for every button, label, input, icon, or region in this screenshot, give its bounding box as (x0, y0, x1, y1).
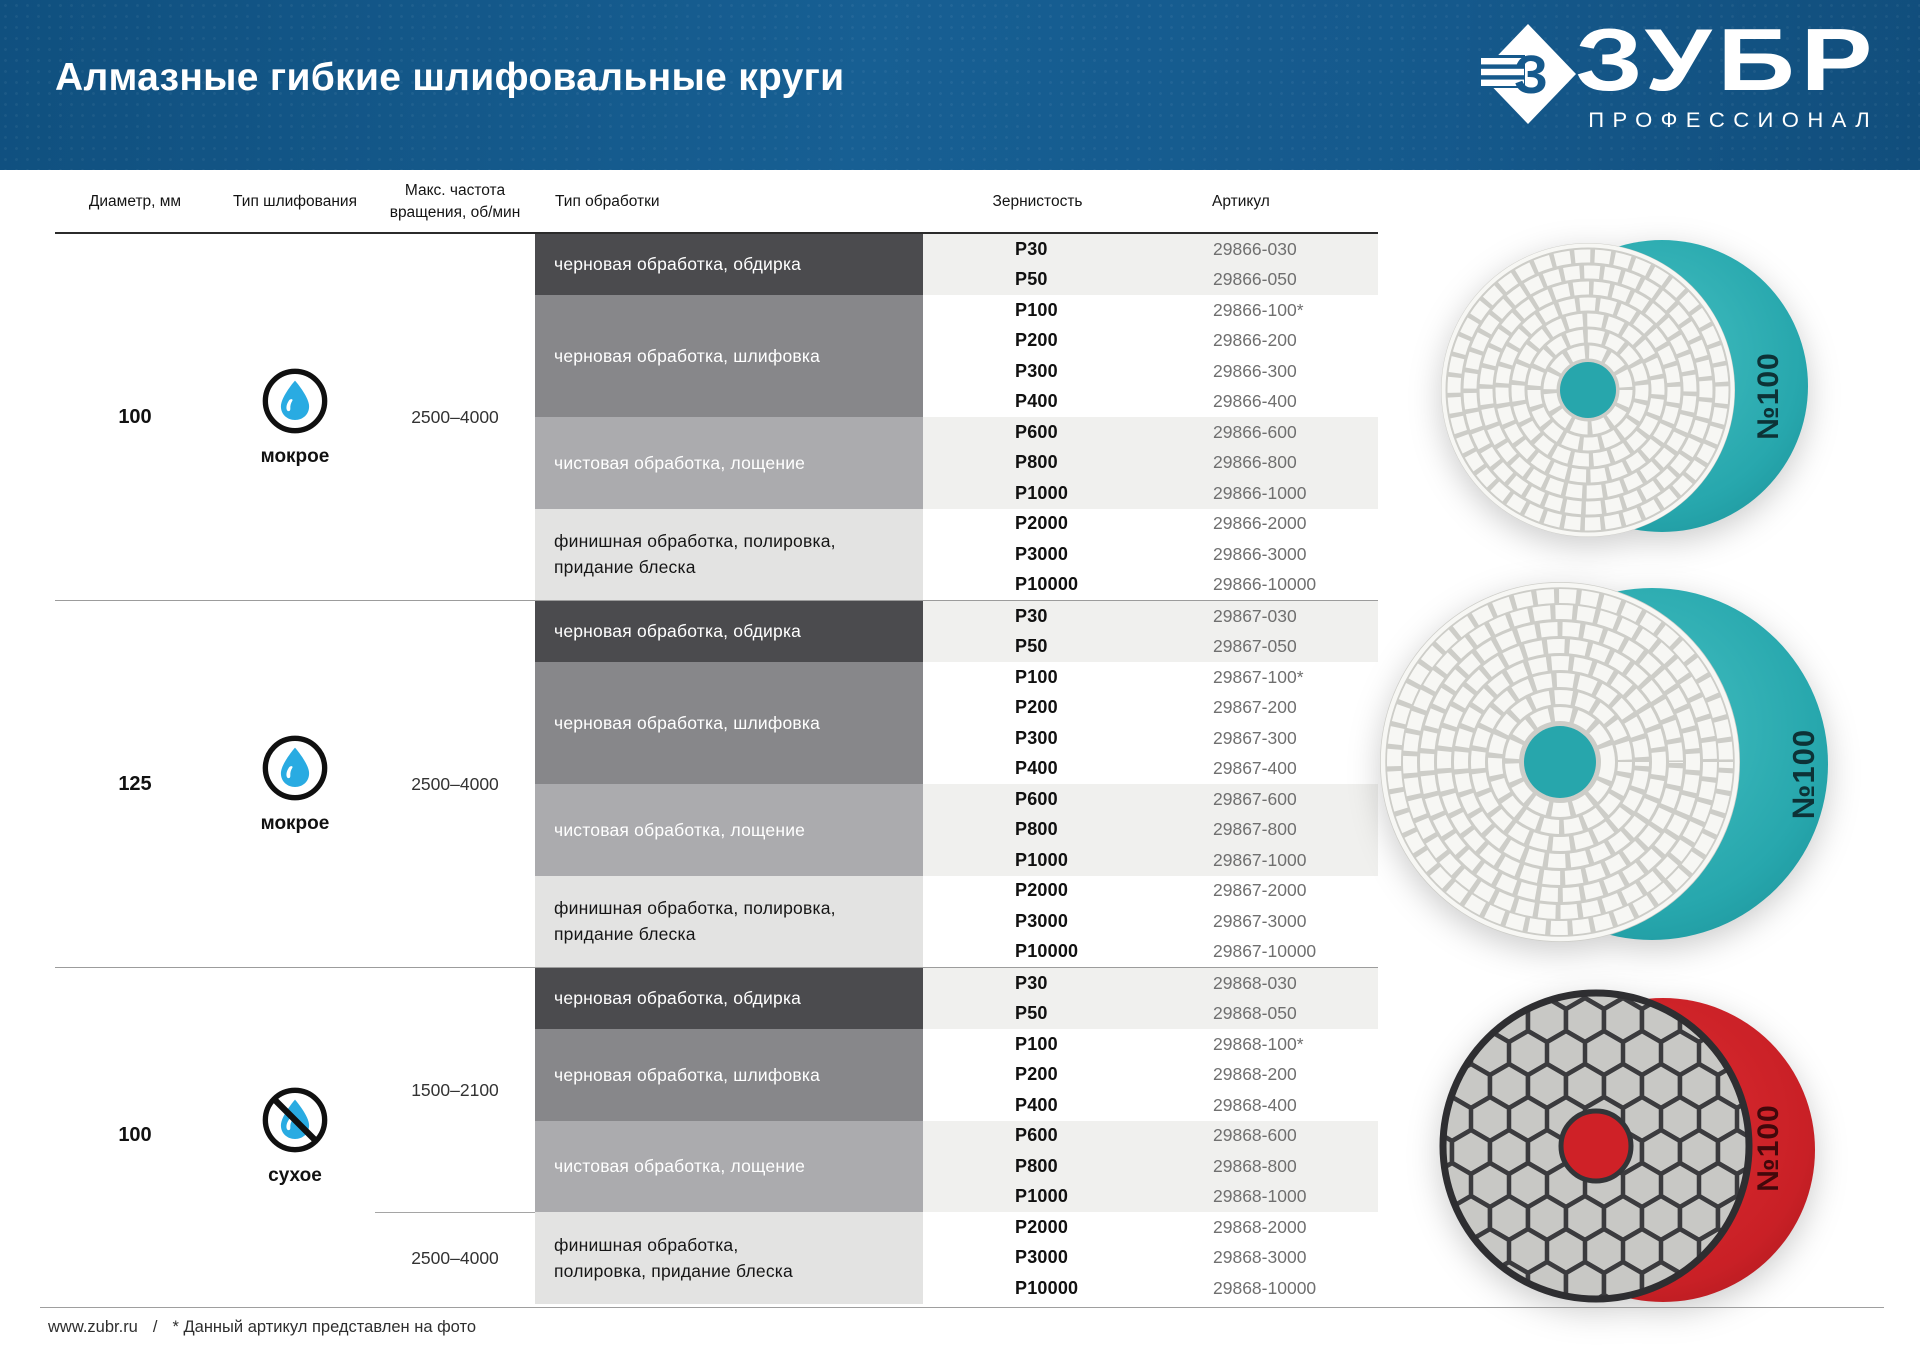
grit-value: P800 (1015, 819, 1058, 840)
processing-type-label: черновая обработка, шлифовка (554, 712, 821, 733)
grit-value: P800 (1015, 1155, 1058, 1176)
grit-value: P50 (1015, 1003, 1048, 1024)
diameter-value: 100 (118, 405, 152, 428)
grit-value: P200 (1015, 1064, 1058, 1085)
sku-value: 29868-1000 (1213, 1186, 1307, 1207)
grit-value: P3000 (1015, 910, 1069, 931)
grit-value: P600 (1015, 1125, 1058, 1146)
grit-row (923, 723, 1378, 754)
grit-row (923, 906, 1378, 937)
sku-value: 29868-600 (1213, 1125, 1297, 1146)
polishing-disc (1441, 243, 1735, 537)
frequency-value: 1500–2100 (411, 1079, 499, 1100)
center-hole (1524, 726, 1596, 798)
grit-value: P10000 (1015, 574, 1079, 595)
table-body (55, 234, 1378, 1304)
grit-value: P10000 (1015, 941, 1079, 962)
processing-type-label: придание блеска (554, 924, 696, 945)
sku-value: 29866-200 (1213, 330, 1297, 351)
sku-value: 29868-200 (1213, 1064, 1297, 1085)
diameter-value: 125 (118, 772, 152, 795)
grit-value: P2000 (1015, 1216, 1069, 1237)
grit-value: P50 (1015, 269, 1048, 290)
grit-row (923, 1182, 1378, 1213)
grit-value: P600 (1015, 788, 1058, 809)
column-header-grinding: Тип шлифования (233, 193, 357, 211)
grit-row (923, 784, 1378, 815)
grit-row (923, 815, 1378, 846)
disc-size-badge: №100 (1752, 1104, 1785, 1192)
sku-value: 29866-030 (1213, 238, 1297, 259)
sku-value: 29868-100* (1213, 1033, 1304, 1054)
sku-value: 29868-800 (1213, 1155, 1297, 1176)
processing-type-label: черновая обработка, обдирка (554, 988, 802, 1009)
max-frequency-cell (375, 968, 535, 1304)
grit-value: P200 (1015, 330, 1058, 351)
processing-type-block (535, 509, 923, 601)
zubr-diamond-icon (1478, 22, 1578, 126)
polishing-disc (1380, 582, 1740, 942)
grinding-type-cell (215, 968, 375, 1304)
sku-value: 29866-800 (1213, 452, 1297, 473)
grinding-type-label: мокрое (260, 446, 330, 467)
sku-value: 29866-300 (1213, 360, 1297, 381)
sku-value: 29867-050 (1213, 636, 1297, 657)
sku-value: 29868-10000 (1213, 1277, 1317, 1298)
processing-type-block (535, 234, 923, 295)
sku-value: 29867-200 (1213, 697, 1297, 718)
processing-type-label: черновая обработка, обдирка (554, 254, 802, 275)
processing-type-label: черновая обработка, шлифовка (554, 345, 821, 366)
max-frequency-cell (375, 234, 535, 600)
center-hole (1561, 1111, 1631, 1181)
sku-value: 29868-050 (1213, 1003, 1297, 1024)
processing-type-label: придание блеска (554, 557, 696, 578)
sku-value: 29868-400 (1213, 1094, 1297, 1115)
grit-row (923, 1212, 1378, 1243)
processing-type-block (535, 295, 923, 417)
grit-value: P30 (1015, 238, 1048, 259)
grit-value: P100 (1015, 666, 1058, 687)
processing-type-block (535, 1121, 923, 1213)
header-banner (0, 0, 1920, 170)
grit-row (923, 876, 1378, 907)
product-photo-dry-100 (1395, 987, 1885, 1315)
sku-value: 29866-3000 (1213, 543, 1307, 564)
sku-value: 29866-050 (1213, 269, 1297, 290)
grit-value: P400 (1015, 758, 1058, 779)
sku-value: 29867-1000 (1213, 849, 1307, 870)
grit-row (923, 937, 1378, 968)
sku-value: 29866-1000 (1213, 482, 1307, 503)
grit-row (923, 265, 1378, 296)
grit-value: P30 (1015, 972, 1048, 993)
grit-row (923, 448, 1378, 479)
processing-type-label: финишная обработка, (554, 1234, 739, 1255)
grit-row (923, 968, 1378, 999)
grit-value: P400 (1015, 1094, 1058, 1115)
column-header-diameter: Диаметр, мм (88, 193, 182, 211)
sku-value: 29867-030 (1213, 605, 1297, 626)
processing-type-block (535, 662, 923, 784)
grit-value: P1000 (1015, 849, 1069, 870)
sku-value: 29867-2000 (1213, 880, 1307, 901)
product-photo-wet-125 (1370, 577, 1880, 952)
products-table (55, 172, 1378, 1304)
sku-value: 29866-2000 (1213, 513, 1307, 534)
grinding-type-cell (215, 601, 375, 967)
grit-row (923, 1243, 1378, 1274)
grit-row (923, 326, 1378, 357)
brand-logo (1478, 10, 1878, 133)
column-header-frequency: Макс. частота вращения, об/мин (389, 182, 521, 221)
water-drop-icon (260, 366, 330, 436)
disc-size-badge: №100 (1752, 352, 1785, 440)
sku-value: 29866-10000 (1213, 574, 1317, 595)
column-header-grit: Зернистость (992, 193, 1083, 211)
grit-row (923, 632, 1378, 663)
grinding-type-cell (215, 234, 375, 600)
frequency-value: 2500–4000 (411, 406, 499, 427)
sku-value: 29868-2000 (1213, 1216, 1307, 1237)
processing-type-block (535, 784, 923, 876)
brand-mark-letter: З (1513, 45, 1548, 105)
product-group (55, 600, 1378, 967)
grit-value: P1000 (1015, 482, 1069, 503)
column-header-sku: Артикул (1212, 193, 1270, 211)
site-url: www.zubr.ru (48, 1318, 138, 1336)
grit-value: P300 (1015, 727, 1058, 748)
grit-row (923, 754, 1378, 785)
grit-value: P3000 (1015, 543, 1069, 564)
grit-value: P3000 (1015, 1247, 1069, 1268)
disc-size-badge: №100 (1786, 728, 1821, 820)
grit-row (923, 387, 1378, 418)
sku-value: 29866-600 (1213, 421, 1297, 442)
frequency-value: 2500–4000 (411, 773, 499, 794)
center-hole (1560, 362, 1616, 418)
sku-value: 29867-400 (1213, 758, 1297, 779)
grit-value: P200 (1015, 697, 1058, 718)
brand-name: ЗУБР (1574, 10, 1878, 109)
sku-value: 29866-100* (1213, 299, 1304, 320)
brand-subtitle: ПРОФЕССИОНАЛ (1588, 108, 1878, 132)
processing-type-label: финишная обработка, полировка, (554, 898, 836, 918)
column-header-processing: Тип обработки (555, 193, 660, 211)
processing-type-label: чистовая обработка, лощение (554, 819, 806, 840)
grit-row (923, 509, 1378, 540)
processing-type-label: черновая обработка, обдирка (554, 621, 802, 642)
grit-row (923, 478, 1378, 509)
grit-row (923, 1090, 1378, 1121)
sku-value: 29868-3000 (1213, 1247, 1307, 1268)
sku-value: 29867-10000 (1213, 941, 1317, 962)
sku-value: 29867-600 (1213, 788, 1297, 809)
processing-type-block (535, 417, 923, 509)
grit-row (923, 662, 1378, 693)
processing-type-label: финишная обработка, полировка, (554, 531, 836, 551)
grit-value: P400 (1015, 391, 1058, 412)
grinding-type-label: мокрое (260, 813, 330, 834)
grit-value: P10000 (1015, 1277, 1079, 1298)
processing-type-label: чистовая обработка, лощение (554, 1156, 806, 1177)
grit-row (923, 845, 1378, 876)
max-frequency-cell (375, 601, 535, 967)
grit-row (923, 1151, 1378, 1182)
grit-row (923, 417, 1378, 448)
grit-value: P2000 (1015, 513, 1069, 534)
sku-value: 29867-300 (1213, 727, 1297, 748)
sku-value: 29866-400 (1213, 391, 1297, 412)
grit-row (923, 1029, 1378, 1060)
footer-separator: / (152, 1318, 158, 1336)
grit-value: P30 (1015, 605, 1048, 626)
processing-type-label: черновая обработка, шлифовка (554, 1064, 821, 1085)
grit-row (923, 539, 1378, 570)
water-drop-crossed-icon (260, 1085, 330, 1155)
sku-value: 29867-800 (1213, 819, 1297, 840)
grit-value: P100 (1015, 1033, 1058, 1054)
table-header-row (55, 172, 1378, 234)
processing-type-block (535, 1029, 923, 1121)
grit-row (923, 1121, 1378, 1152)
grit-value: P600 (1015, 421, 1058, 442)
grit-row (923, 999, 1378, 1030)
page-title: Алмазные гибкие шлифовальные круги (55, 56, 845, 99)
footer-divider (40, 1307, 1884, 1308)
grit-row (923, 601, 1378, 632)
processing-type-block (535, 601, 923, 662)
processing-type-block (535, 876, 923, 968)
grit-value: P100 (1015, 299, 1058, 320)
grinding-disc (1440, 990, 1752, 1302)
grit-value: P50 (1015, 636, 1048, 657)
sku-value: 29867-3000 (1213, 910, 1307, 931)
processing-type-block (535, 1212, 923, 1304)
grit-row (923, 1060, 1378, 1091)
grit-value: P1000 (1015, 1186, 1069, 1207)
grit-row (923, 356, 1378, 387)
sku-value: 29867-100* (1213, 666, 1304, 687)
footer (48, 1318, 476, 1337)
frequency-value: 2500–4000 (411, 1247, 499, 1268)
sku-value: 29868-030 (1213, 972, 1297, 993)
processing-type-block (535, 968, 923, 1029)
grit-value: P300 (1015, 360, 1058, 381)
product-group (55, 234, 1378, 600)
grit-value: P2000 (1015, 880, 1069, 901)
grit-row (923, 1273, 1378, 1304)
grit-row (923, 295, 1378, 326)
processing-type-label: чистовая обработка, лощение (554, 452, 806, 473)
product-photo-wet-100 (1395, 237, 1885, 543)
grit-row (923, 234, 1378, 265)
processing-type-label: полировка, придание блеска (554, 1260, 793, 1281)
grinding-type-label: сухое (268, 1164, 322, 1186)
product-group (55, 967, 1378, 1304)
photo-note: * Данный артикул представлен на фото (172, 1318, 477, 1336)
water-drop-icon (260, 733, 330, 803)
diameter-value: 100 (118, 1124, 152, 1147)
grit-row (923, 693, 1378, 724)
grit-value: P800 (1015, 452, 1058, 473)
grit-row (923, 570, 1378, 601)
